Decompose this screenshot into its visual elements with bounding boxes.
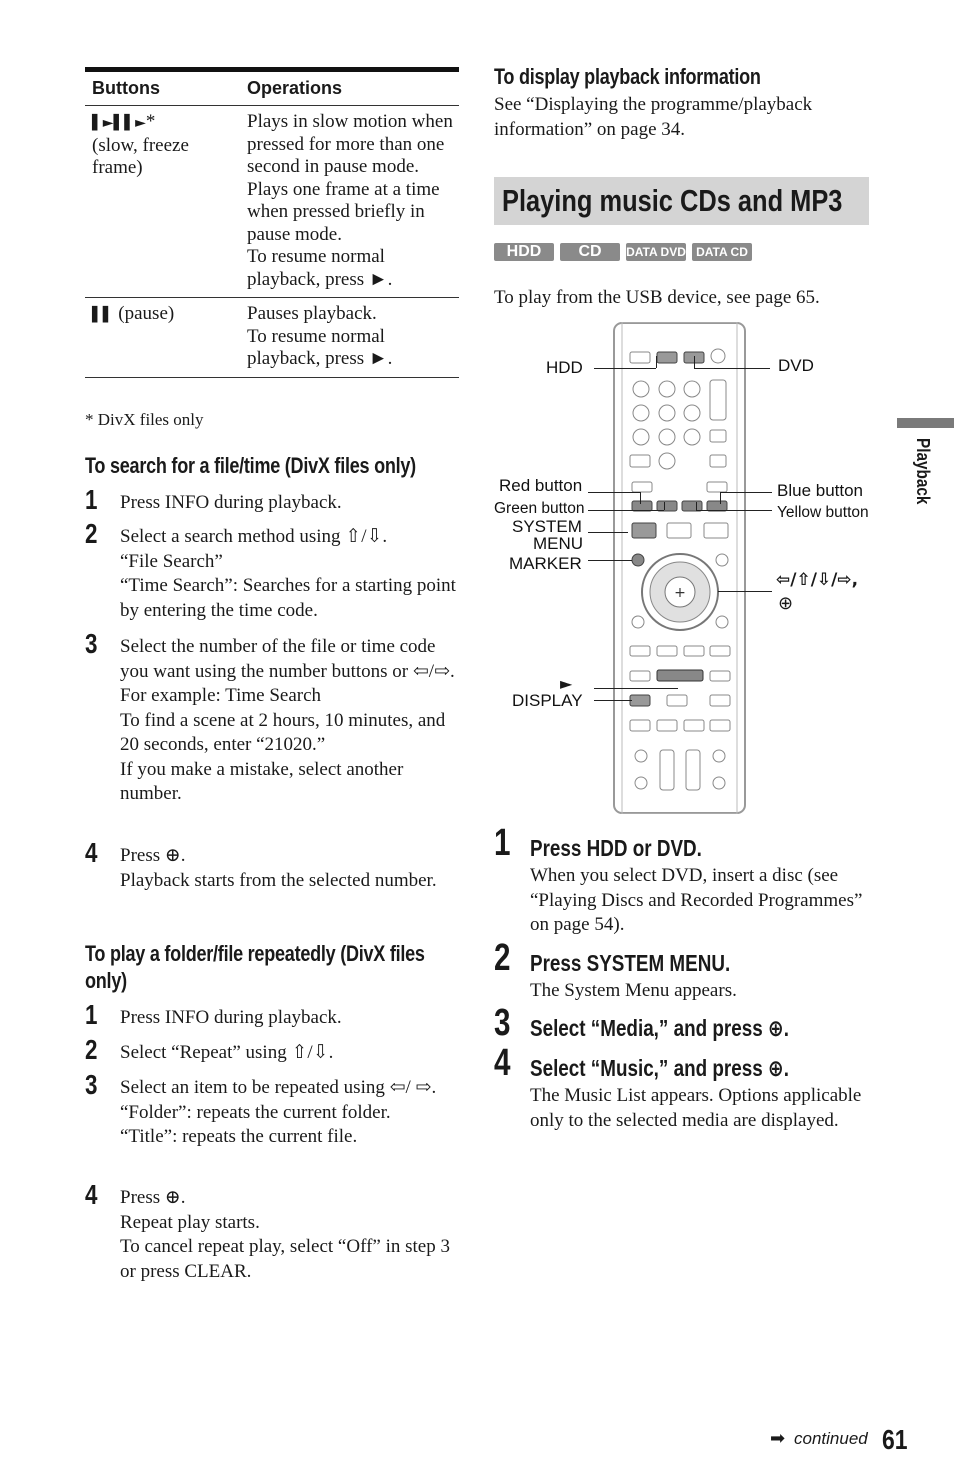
- step-text: The System Menu appears.: [530, 980, 737, 1001]
- step-number: 3: [85, 1069, 98, 1100]
- display-info-heading: To display playback information: [494, 64, 761, 89]
- display-info-text: See “Displaying the programme/playback information” on page 34.: [494, 94, 813, 140]
- step-text: Select an item to be repeated using ⇦/ ⇨. “Folder”: repeats the current folder. “Title”: repeats the current file.: [120, 1077, 437, 1147]
- label-dvd: DVD: [778, 356, 814, 375]
- callout-line: [640, 492, 641, 504]
- step-number: 4: [85, 837, 98, 868]
- step-number: 3: [494, 1002, 511, 1044]
- callout-line: [718, 591, 772, 592]
- callout-line: [594, 368, 656, 369]
- callout-line: [588, 492, 640, 493]
- callout-line: [694, 368, 770, 369]
- step-text: Press INFO during playback.: [120, 492, 342, 513]
- media-badges: [494, 243, 758, 261]
- callout-line: [588, 510, 664, 511]
- remote-control-illustration: [612, 322, 748, 814]
- label-play-icon: ►: [560, 674, 573, 693]
- step-title: Press SYSTEM MENU.: [530, 950, 731, 976]
- label-display: DISPLAY: [512, 691, 583, 710]
- badge-data-dvd: DATA DVD: [626, 245, 686, 259]
- table-footnote: * DivX files only: [85, 410, 204, 429]
- operations-table-wrap: [85, 72, 459, 378]
- callout-line: [694, 356, 695, 368]
- step-number: 2: [494, 937, 511, 979]
- callout-line: [594, 700, 632, 701]
- callout-line: [720, 492, 721, 504]
- side-tab-label-wrap: [909, 438, 933, 538]
- step-text: Press INFO during playback.: [120, 1007, 342, 1028]
- callout-line: [656, 356, 657, 368]
- label-menu: MENU: [533, 534, 584, 553]
- label-hdd: HDD: [546, 358, 583, 377]
- step-text: The Music List appears. Options applicable only to the selected media are displayed.: [530, 1085, 862, 1131]
- label-arrows: ⇦/⇧/⇩/⇨,: [776, 570, 859, 590]
- header-operations: Operations: [240, 72, 459, 106]
- operation-line: To resume normal playback, press ►.: [247, 246, 393, 290]
- label-red-button: Red button: [499, 476, 583, 495]
- pause-icon: ▌▌: [92, 307, 114, 323]
- step-text: Select a search method using ⇧/⇩. “File Search” “Time Search”: Searches for a starting point by entering the time code.: [120, 526, 456, 621]
- badge-data-cd: DATA CD: [692, 243, 752, 261]
- continued-text: continued: [794, 1429, 868, 1448]
- label-marker: MARKER: [509, 554, 582, 573]
- callout-line: [594, 688, 678, 689]
- label-system: SYSTEM: [512, 517, 582, 536]
- operation-line: Plays in slow motion when pressed for more than one second in pause mode.: [247, 111, 453, 177]
- step-number: 2: [85, 518, 98, 549]
- step-number: 3: [85, 628, 98, 659]
- step-number: 1: [85, 999, 98, 1030]
- step-number: 4: [494, 1042, 511, 1084]
- button-text: (slow, freeze frame): [92, 134, 189, 178]
- svg-text:+: +: [674, 585, 686, 601]
- label-enter-icon: ⊕: [778, 593, 794, 614]
- search-heading: To search for a file/time (DivX files only): [85, 453, 416, 478]
- music-section-title: Playing music CDs and MP3: [502, 183, 843, 218]
- callout-line: [720, 492, 772, 493]
- operation-line: Plays one frame at a time when pressed briefly in pause mode.: [247, 178, 440, 245]
- label-green-button: Green button: [494, 500, 585, 517]
- side-tab-label: Playback: [913, 438, 933, 505]
- slow-freeze-icon: ▌►▌▌►: [92, 115, 146, 131]
- repeat-heading-line1: To play a folder/file repeatedly (DivX files: [85, 941, 425, 966]
- step-text: Select the number of the file or time code you want using the number buttons or ⇦/⇨. For example: Time Search To find a scene at 2 hours, 10 minutes, and 20 seconds, enter “21020.” If you make a mistake, select another number.: [120, 636, 455, 804]
- repeat-heading-line2: only): [85, 968, 127, 993]
- button-text: (pause): [118, 303, 175, 324]
- step-number: 2: [85, 1034, 98, 1065]
- step-number: 4: [85, 1179, 98, 1210]
- operation-line: To resume normal playback, press ►.: [247, 325, 393, 369]
- continued-arrow-icon: ➡: [770, 1428, 786, 1449]
- operation-line: Pauses playback.: [247, 303, 377, 324]
- step-text: Press ⊕. Repeat play starts. To cancel repeat play, select “Off” in step 3 or press CLEAR.: [120, 1187, 450, 1282]
- badge-hdd: HDD: [494, 243, 554, 261]
- page-number: 61: [882, 1424, 908, 1455]
- step-number: 1: [494, 822, 511, 864]
- step-title: Select “Music,” and press ⊕.: [530, 1055, 789, 1081]
- usb-note: To play from the USB device, see page 65.: [494, 287, 820, 308]
- operations-table: [85, 72, 459, 378]
- step-number: 1: [85, 484, 98, 515]
- label-yellow-button: Yellow button: [777, 504, 869, 521]
- table-row: [85, 298, 459, 378]
- callout-line: [696, 510, 772, 511]
- callout-line: [588, 532, 628, 533]
- table-row: ▌►▌▌►* (slow, freeze frame) Plays in slow motion when pressed for more than one second in pause mode. Plays one frame at a time when pressed briefly in pause mode. To resume normal playback, press ►.: [85, 106, 459, 298]
- step-text: Press ⊕. Playback starts from the selected number.: [120, 845, 437, 891]
- label-blue-button: Blue button: [777, 481, 864, 500]
- badge-cd: CD: [560, 243, 620, 261]
- step-title: Press HDD or DVD.: [530, 835, 702, 861]
- step-text: When you select DVD, insert a disc (see “Playing Discs and Recorded Programmes” on page 54).: [530, 865, 863, 935]
- side-tab-bar: [897, 418, 954, 428]
- step-text: Select “Repeat” using ⇧/⇩.: [120, 1042, 334, 1063]
- callout-line: [588, 560, 632, 561]
- header-buttons: Buttons: [85, 72, 240, 106]
- callout-line: [664, 502, 665, 510]
- step-title: Select “Media,” and press ⊕.: [530, 1015, 789, 1041]
- callout-line: [696, 502, 697, 510]
